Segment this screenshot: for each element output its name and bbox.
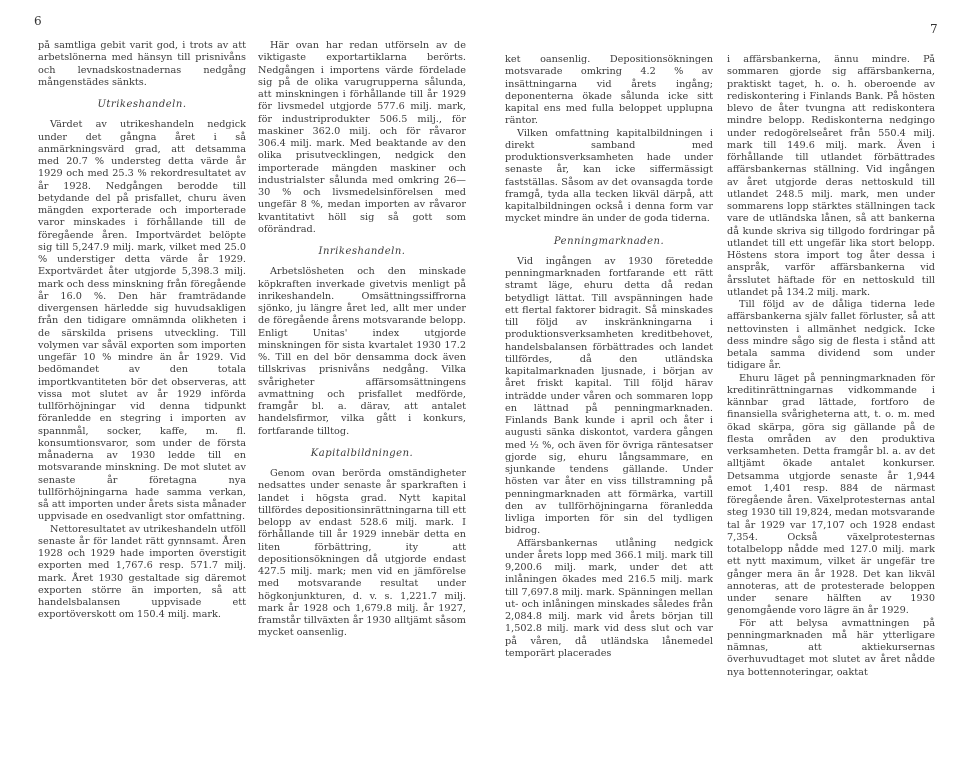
paragraph: Vilken omfattning kapitalbildningen i direkt samband med produktionsverksamheten hade under senaste år, kan icke siffermässigt fastställas. Såsom av det ovansagda torde framgå, tyda alla tecken likväl därpå, att kapitalbildningen också i denna form var mycket mindre än under de goda tiderna. <box>505 127 713 225</box>
section-heading: Penningmarknaden. <box>553 235 665 247</box>
paragraph: i affärsbankerna, ännu mindre. På sommaren gjorde sig affärsbankerna, praktiskt taget, h. o. h. oberoende av rediskontering i Finlands Bank. På hösten blevo de åter tvungna att rediskontera mindre belopp. Rediskonterna nedgingo under redogörelseåret från 550.4 milj. mark till 149.6 milj. mark. Även i förhållande till utlandet förbättrades affärsbankernas ställning. Vid ingången av året utgjorde deras nettoskuld till utlandet 248.5 milj. mark, men under sommarens lopp stärktes ställningen tack vare de utländska lånen, så att bankerna då kunde skriva sig tillgodo fordringar på utlandet till ett ungefär lika stort belopp. Höstens stora import tog åter dessa i anspråk, varför affärsbankerna vid årsslutet häftade för en nettoskuld till utlandet på 134.2 milj. mark. <box>727 54 935 298</box>
paragraph: Affärsbankernas utlåning nedgick under årets lopp med 366.1 milj. mark till 9,200.6 milj. mark, under det att inlåningen ökades med 216.5 milj. mark till 7,697.8 milj. mark. Spänningen mellan ut- och inlåningen minskades således från 2,084.8 milj. mark vid årets början till 1,502.8 milj. mark vid dess slut och var på våren, då utländska lånemedel temporärt placerades <box>505 537 713 659</box>
paragraph: Till följd av de dåliga tiderna lede affärsbankerna själv fallet förluster, så att nettovinsten i allmänhet nedgick. Icke dess mindre sågo sig de flesta i stånd att betala samma dividend som under tidigare år. <box>727 299 935 372</box>
paragraph: Genom ovan berörda omständigheter nedsattes under senaste år sparkraften i landet i högsta grad. Nytt kapital tillfördes depositionsinrättningarna till ett belopp av endast 528.6 milj. mark. I förhållande till år 1929 innebär detta en liten förbättring, ity att depositionsökningen då utgjorde endast 427.5 milj. mark; men vid en jämförelse med motsvarande resultat under högkonjunkturen, d. v. s. 1,221.7 milj. mark år 1928 och 1,679.8 milj. år 1927, framstår tillväxten år 1930 alltjämt såsom mycket oansenlig. <box>258 468 466 639</box>
paragraph: Nettoresultatet av utrikeshandeln utföll senaste år för landet rätt gynnsamt. Åren 1928 och 1929 hade importen överstigit exporten med 1,767.6 resp. 571.7 milj. mark. Året 1930 gestaltade sig däremot exporten större än importen, så att handelsbalansen uppvisade ett exportöverskott om 150.4 milj. mark. <box>38 523 246 621</box>
text-column-3 <box>505 54 713 770</box>
section-heading: Kapitalbildningen. <box>310 447 414 459</box>
paragraph: ket oansenlig. Depositionsökningen motsvarade omkring 4.2 % av insättningarna vid årets ingång; deponenterna ökade sålunda icke sitt kapital ens med fulla beloppet upplupna räntor. <box>505 54 713 127</box>
paragraph: Ehuru läget på penningmarknaden för kreditinrättningarnas vidkommande i kännbar grad lättade, fortforo de finansiella svårigheterna att, t. o. m. med ökad skärpa, göra sig gällande på de flesta områden av den produktiva verksamheten. Detta framgår bl. a. av det alltjämt ökade antalet konkurser. Detsamma utgjorde senaste år 1,944 emot 1,401 resp. 884 de närmast föregående åren. Växelprotesternas antal steg 1930 till 19,824, medan motsvarande tal år 1929 var 17,107 och 1928 endast 7,354. Också växelprotesternas totalbelopp nådde med 127.0 milj. mark ett nytt maximum, vilket är ungefär tre gånger mera än år 1928. Det kan likväl annoteras, att de protesterade beloppen under senare hälften av 1930 genomgående voro lägre än år 1929. <box>727 372 935 617</box>
paragraph: Arbetslösheten och den minskade köpkraften inverkade givetvis menligt på inrikeshandeln. Omsättningssiffrorna sjönko, ju längre året led, allt mer under de föregående årens motsvarande belopp. Enligt Unitas' index utgjorde minskningen för sista kvartalet 1930 17.2 %. Till en del bör densamma dock även tillskrivas prisnivåns nedgång. Vilka svårigheter affärsomsättningens avmattning och prisfallet medförde, framgår bl. a. därav, att antalet handelsfirmor, vilka gått i konkurs, fortfarande tilltog. <box>258 266 466 437</box>
section-heading: Inrikeshandeln. <box>318 246 406 257</box>
page-number-right: 7 <box>930 22 938 36</box>
paragraph: För att belysa avmattningen på penningmarknaden må här ytterligare nämnas, att aktiekursernas överhuvudtaget mot slutet av året nådde nya bottennoteringar, oaktat <box>727 617 935 678</box>
text-column-4 <box>727 54 935 770</box>
section-heading: Utrikeshandeln. <box>97 99 187 110</box>
text-column-2 <box>258 40 466 756</box>
paragraph: Vid ingången av 1930 företedde penningmarknaden fortfarande ett rätt stramt läge, ehuru detta då redan betydligt lättat. Till avspänningen hade ett flertal faktorer bidragit. Så minskades till följd av inskränkningarna i produktionsverksamheten kreditbehovet, handelsbalansen förbättrades och landet tillfördes, då den utländska kapitalmarknaden ljusnade, i början av året friskt kapital. Till följd härav inträdde under våren och sommaren lopp en lättnad på penningmarknaden. Finlands Bank kunde i april och åter i augusti sänka diskontot, vardera gången med ½ %, och även för övriga räntesatser gjorde sig, ehuru långsammare, en sjunkande tendens gällande. Under hösten var åter en viss tillstramning på penningmarknaden att förmärka, vartill den av tullförhöjningarna föranledda livliga importen för sin del tydligen bidrog. <box>505 255 713 537</box>
paragraph: på samtliga gebit varit god, i trots av att arbetslönerna med hänsyn till prisnivåns och levnadskostnadernas nedgång mångenstädes sänkts. <box>38 40 246 88</box>
paragraph: Här ovan har redan utförseln av de viktigaste exportartiklarna berörts. Nedgången i importens värde fördelade sig på de olika varugrupperna sålunda, att minskningen i förhållande till år 1929 för livsmedel utgjorde 577.6 milj. mark, för industriprodukter 506.5 milj., för maskiner 362.0 milj. och för råvaror 306.4 milj. mark. Med beaktande av den olika prisutvecklingen, nedgick den importerade mängden maskiner och industrialster sålunda med omkring 26—30 % och livsmedelsinförelsen med ungefär 8 %, medan importen av råvaror kvantitativt höll sig så gott som oförändrad. <box>258 40 466 235</box>
paragraph: Värdet av utrikeshandeln nedgick under det gångna året i så anmärkningsvärd grad, att detsamma med 20.7 % understeg detta värde år 1929 och med 25.3 % rekordresultatet av år 1928. Nedgången berodde till betydande del på prisfallet, churu även mängden exporterade och importerade varor minskades i förhållande till de föregående åren. Importvärdet belöpte sig till 5,247.9 milj. mark, vilket med 25.0 % understiger detta värde år 1929. Exportvärdet åter utgjorde 5,398.3 milj. mark och dess minskning från föregående år 16.0 %. Den här framträdande divergensen härledde sig huvudsakligen från den tidigare omnämnda olikheten i de särskilda prisens utveckling. Till volymen var såväl exporten som importen ungefär 10 % mindre än år 1929. Vid bedömandet av den totala importkvantiteten bör det observeras, att vissa mot slutet av år 1929 införda tullförhöjningar vid denna tidpunkt föranledde en stegring i importen av spannmål, socker, kaffe, m. fl. konsumtionsvaror, som under de första månaderna av 1930 ledde till en motsvarande minskning. De mot slutet av senaste år företagna nya tullförhöjningarna hade samma verkan, så att importen under årets sista månader uppvisade en osedvanligt stor omfattning. <box>38 119 246 523</box>
text-column-1 <box>38 40 246 756</box>
page-number-left: 6 <box>34 14 42 28</box>
